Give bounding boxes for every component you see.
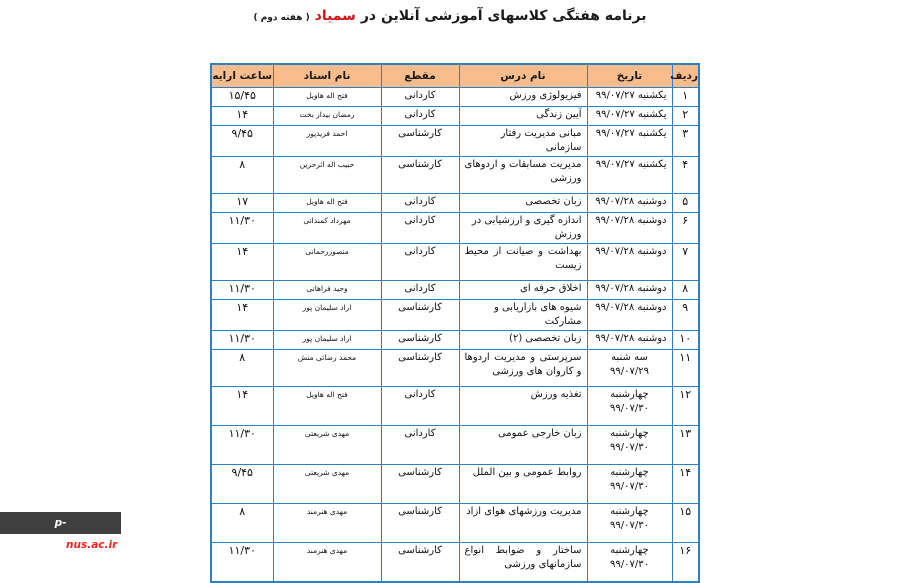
row-time: ۱۵/۴۵ <box>211 88 273 107</box>
row-date: یکشنبه ۹۹/۰۷/۲۷ <box>587 107 672 126</box>
row-level: کاردانی <box>381 244 459 281</box>
title-main: برنامه هفتگی کلاسهای آموزشی آنلاین در <box>360 8 647 24</box>
row-num: ۳ <box>672 126 699 157</box>
row-num: ۱۴ <box>672 465 699 504</box>
row-teacher: مهدی شریعتی <box>273 426 381 465</box>
row-num: ۷ <box>672 244 699 281</box>
row-time: ۱۴ <box>211 300 273 331</box>
row-teacher: احمد فریدپور <box>273 126 381 157</box>
header-teacher: نام استاد <box>273 64 381 88</box>
row-num: ۲ <box>672 107 699 126</box>
row-time: ۱۴ <box>211 244 273 281</box>
row-date: چهارشنبه ۹۹/۰۷/۳۰ <box>587 504 672 543</box>
row-date: یکشنبه ۹۹/۰۷/۲۷ <box>587 157 672 194</box>
table-header-row <box>211 64 699 88</box>
table-row <box>211 426 699 465</box>
row-level: کارشناسی <box>381 300 459 331</box>
row-time: ۱۴ <box>211 107 273 126</box>
row-level: کاردانی <box>381 194 459 213</box>
watermark-prefix: p-safadasht. <box>3 517 67 551</box>
table-row <box>211 281 699 300</box>
row-teacher: حبیب اله اثرحزین <box>273 157 381 194</box>
row-time: ۱۱/۳۰ <box>211 543 273 583</box>
row-level: کاردانی <box>381 426 459 465</box>
table-row <box>211 194 699 213</box>
row-level: کارشناسی <box>381 465 459 504</box>
row-teacher: رمضان بیدار بخت <box>273 107 381 126</box>
row-time: ۱۱/۳۰ <box>211 331 273 350</box>
row-teacher: مهدی هنرمند <box>273 543 381 583</box>
site-watermark <box>0 512 121 551</box>
row-teacher: وحید فراهانی <box>273 281 381 300</box>
row-course: مدیریت مسابقات و اردوهای ورزشی <box>459 157 587 194</box>
row-course: مبانی مدیریت رفتار سازمانی <box>459 126 587 157</box>
row-time: ۱۱/۳۰ <box>211 281 273 300</box>
row-date: دوشنبه ۹۹/۰۷/۲۸ <box>587 281 672 300</box>
row-time: ۸ <box>211 504 273 543</box>
row-level: کاردانی <box>381 281 459 300</box>
table-row <box>211 504 699 543</box>
table-row <box>211 300 699 331</box>
row-num: ۱۰ <box>672 331 699 350</box>
table-row <box>211 244 699 281</box>
row-date: دوشنبه ۹۹/۰۷/۲۸ <box>587 300 672 331</box>
row-level: کارشناسی <box>381 504 459 543</box>
table-row <box>211 387 699 426</box>
row-teacher: مهدی هنرمند <box>273 504 381 543</box>
row-course: اندازه گیری و ارزشیابی در ورزش <box>459 213 587 244</box>
row-num: ۱ <box>672 88 699 107</box>
row-teacher: منصوررحمانی <box>273 244 381 281</box>
table-row <box>211 543 699 583</box>
row-time: ۱۴ <box>211 387 273 426</box>
table-row <box>211 465 699 504</box>
row-num: ۱۳ <box>672 426 699 465</box>
row-num: ۶ <box>672 213 699 244</box>
row-course: روابط عمومی و بین الملل <box>459 465 587 504</box>
row-teacher: مهدی شریعتی <box>273 465 381 504</box>
row-date: چهارشنبه ۹۹/۰۷/۳۰ <box>587 465 672 504</box>
row-num: ۵ <box>672 194 699 213</box>
row-num: ۱۲ <box>672 387 699 426</box>
row-date: چهارشنبه ۹۹/۰۷/۳۰ <box>587 543 672 583</box>
row-level: کارشناسی <box>381 331 459 350</box>
table-row <box>211 213 699 244</box>
row-teacher: محمد رضائی منش <box>273 350 381 387</box>
row-teacher: فتح اله هاویل <box>273 387 381 426</box>
header-date: تاریخ <box>587 64 672 88</box>
row-date: یکشنبه ۹۹/۰۷/۲۷ <box>587 126 672 157</box>
header-num: ردیف <box>672 64 699 88</box>
row-level: کارشناسی <box>381 157 459 194</box>
row-date: دوشنبه ۹۹/۰۷/۲۸ <box>587 244 672 281</box>
row-course: تغذیه ورزش <box>459 387 587 426</box>
row-course: سرپرستی و مدیریت اردوها و کاروان های ورزشی <box>459 350 587 387</box>
row-course: زبان خارجی عمومی <box>459 426 587 465</box>
row-teacher: اراد سلیمان پور <box>273 300 381 331</box>
row-time: ۱۱/۳۰ <box>211 213 273 244</box>
row-course: شیوه های بازاریابی و مشارکت <box>459 300 587 331</box>
row-time: ۹/۴۵ <box>211 126 273 157</box>
schedule-table <box>210 63 700 583</box>
table-row <box>211 126 699 157</box>
row-date: دوشنبه ۹۹/۰۷/۲۸ <box>587 194 672 213</box>
row-date: سه شنبه ۹۹/۰۷/۲۹ <box>587 350 672 387</box>
row-num: ۹ <box>672 300 699 331</box>
row-course: زبان تخصصی <box>459 194 587 213</box>
row-course: مدیریت ورزشهای هوای ازاد <box>459 504 587 543</box>
title-highlight: سمیاد <box>314 8 356 24</box>
header-time: ساعت ارایه <box>211 64 273 88</box>
row-course: آیین زندگی <box>459 107 587 126</box>
row-date: دوشنبه ۹۹/۰۷/۲۸ <box>587 213 672 244</box>
row-num: ۱۱ <box>672 350 699 387</box>
row-date: چهارشنبه ۹۹/۰۷/۳۰ <box>587 387 672 426</box>
row-teacher: اراد سلیمان پور <box>273 331 381 350</box>
row-date: دوشنبه ۹۹/۰۷/۲۸ <box>587 331 672 350</box>
row-num: ۱۶ <box>672 543 699 583</box>
row-course: ساختار و ضوابط انواع سازمانهای ورزشی <box>459 543 587 583</box>
row-time: ۸ <box>211 157 273 194</box>
table-row <box>211 350 699 387</box>
header-level: مقطع <box>381 64 459 88</box>
row-time: ۹/۴۵ <box>211 465 273 504</box>
page-title <box>0 8 900 24</box>
row-time: ۸ <box>211 350 273 387</box>
table-row <box>211 157 699 194</box>
row-date: چهارشنبه ۹۹/۰۷/۳۰ <box>587 426 672 465</box>
row-course: زبان تخصصی (۲) <box>459 331 587 350</box>
row-time: ۱۷ <box>211 194 273 213</box>
row-teacher: فتح اله هاویل <box>273 88 381 107</box>
row-teacher: فتح اله هاویل <box>273 194 381 213</box>
row-level: کاردانی <box>381 387 459 426</box>
title-note: ( هفته دوم ) <box>253 13 310 23</box>
row-level: کارشناسی <box>381 543 459 583</box>
row-level: کارشناسی <box>381 126 459 157</box>
row-level: کارشناسی <box>381 350 459 387</box>
row-date: یکشنبه ۹۹/۰۷/۲۷ <box>587 88 672 107</box>
row-level: کاردانی <box>381 88 459 107</box>
row-time: ۱۱/۳۰ <box>211 426 273 465</box>
watermark-domain: nus.ac.ir <box>66 539 118 551</box>
row-num: ۴ <box>672 157 699 194</box>
row-num: ۸ <box>672 281 699 300</box>
row-level: کاردانی <box>381 107 459 126</box>
header-course: نام درس <box>459 64 587 88</box>
table-row <box>211 331 699 350</box>
table-row <box>211 88 699 107</box>
row-course: اخلاق حرفه ای <box>459 281 587 300</box>
row-course: بهداشت و صیانت از محیط زیست <box>459 244 587 281</box>
row-course: فیزیولوژی ورزش <box>459 88 587 107</box>
row-num: ۱۵ <box>672 504 699 543</box>
row-level: کاردانی <box>381 213 459 244</box>
table-row <box>211 107 699 126</box>
row-teacher: مهرداد کمندانی <box>273 213 381 244</box>
